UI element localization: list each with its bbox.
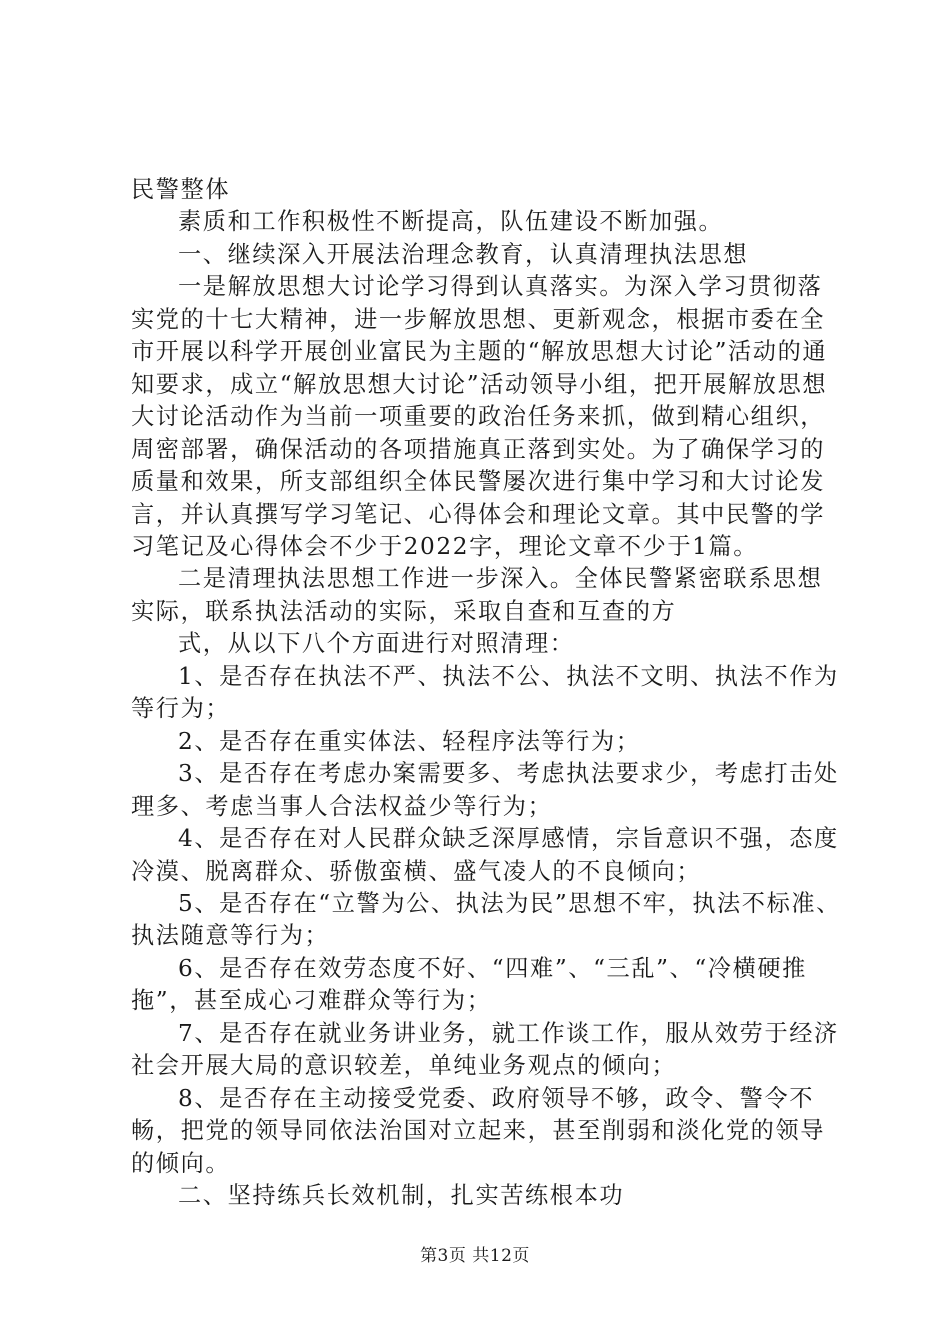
list-item-8: 8、是否存在主动接受党委、政府领导不够，政令、警令不畅，把党的领导同依法治国对立起来，甚至削弱和淡化党的领导的倾向。 (131, 1084, 826, 1177)
list-item-6: 6、是否存在效劳态度不好、“四难”、“三乱”、“冷横硬推拖”，甚至成心刁难群众等行为； (131, 954, 807, 1015)
list-item-2: 2、是否存在重实体法、轻程序法等行为； (178, 727, 641, 755)
section-heading-1: 一、继续深入开展法治理念教育，认真清理执法思想 (178, 240, 749, 268)
section-heading-2: 二、坚持练兵长效机制，扎实苦练根本功 (178, 1182, 625, 1210)
paragraph-clean-up: 二是清理执法思想工作进一步深入。全体民警紧密联系思想实际，联系执法活动的实际，采取自查和互查的方 (131, 565, 823, 625)
list-item-3: 3、是否存在考虑办案需要多、考虑执法要求少，考虑打击处理多、考虑当事人合法权益少等行为； (131, 760, 839, 820)
list-item-7: 7、是否存在就业务讲业务，就工作谈工作，服从效劳于经济社会开展大局的意识较差，单纯业务观点的倾向； (131, 1019, 839, 1080)
page-number-footer: 第3页 共12页 (420, 1246, 530, 1266)
list-item-4: 4、是否存在对人民群众缺乏深厚感情，宗旨意识不强，态度冷漠、脱离群众、骄傲蛮横、盛气凌人的不良倾向； (131, 825, 839, 885)
paragraph-eight-aspects: 式，从以下八个方面进行对照清理： (178, 630, 575, 658)
paragraph-continuation: 素质和工作积极性不断提高，队伍建设不断加强。 (178, 208, 724, 236)
list-item-1: 1、是否存在执法不严、执法不公、执法不文明、执法不作为等行为； (131, 662, 839, 723)
list-item-5: 5、是否存在“立警为公、执法为民”思想不牢，执法不标准、执法随意等行为； (131, 889, 841, 950)
paragraph-continuation-heading: 民警整体 (131, 176, 231, 203)
paragraph-study: 一是解放思想大讨论学习得到认真落实。为深入学习贯彻落实党的十七大精神，进一步解放思想、更新观念，根据市委在全市开展以科学开展创业富民为主题的“解放思想大讨论”活动的通知要求，成立“解放思想大讨论”活动领导小组，把开展解放思想大讨论活动作为当前一项重要的政治任务来抓，做到精心组织，周密部署，确保活动的各项措施真正落到实处。为了确保学习的质量和效果，所支部组织全体民警屡次进行集中学习和大讨论发言，并认真撰写学习笔记、心得体会和理论文章。其中民警的学习笔记及心得体会不少于2022字，理论文章不少于1篇。 (131, 273, 828, 560)
document-body (131, 174, 843, 1213)
